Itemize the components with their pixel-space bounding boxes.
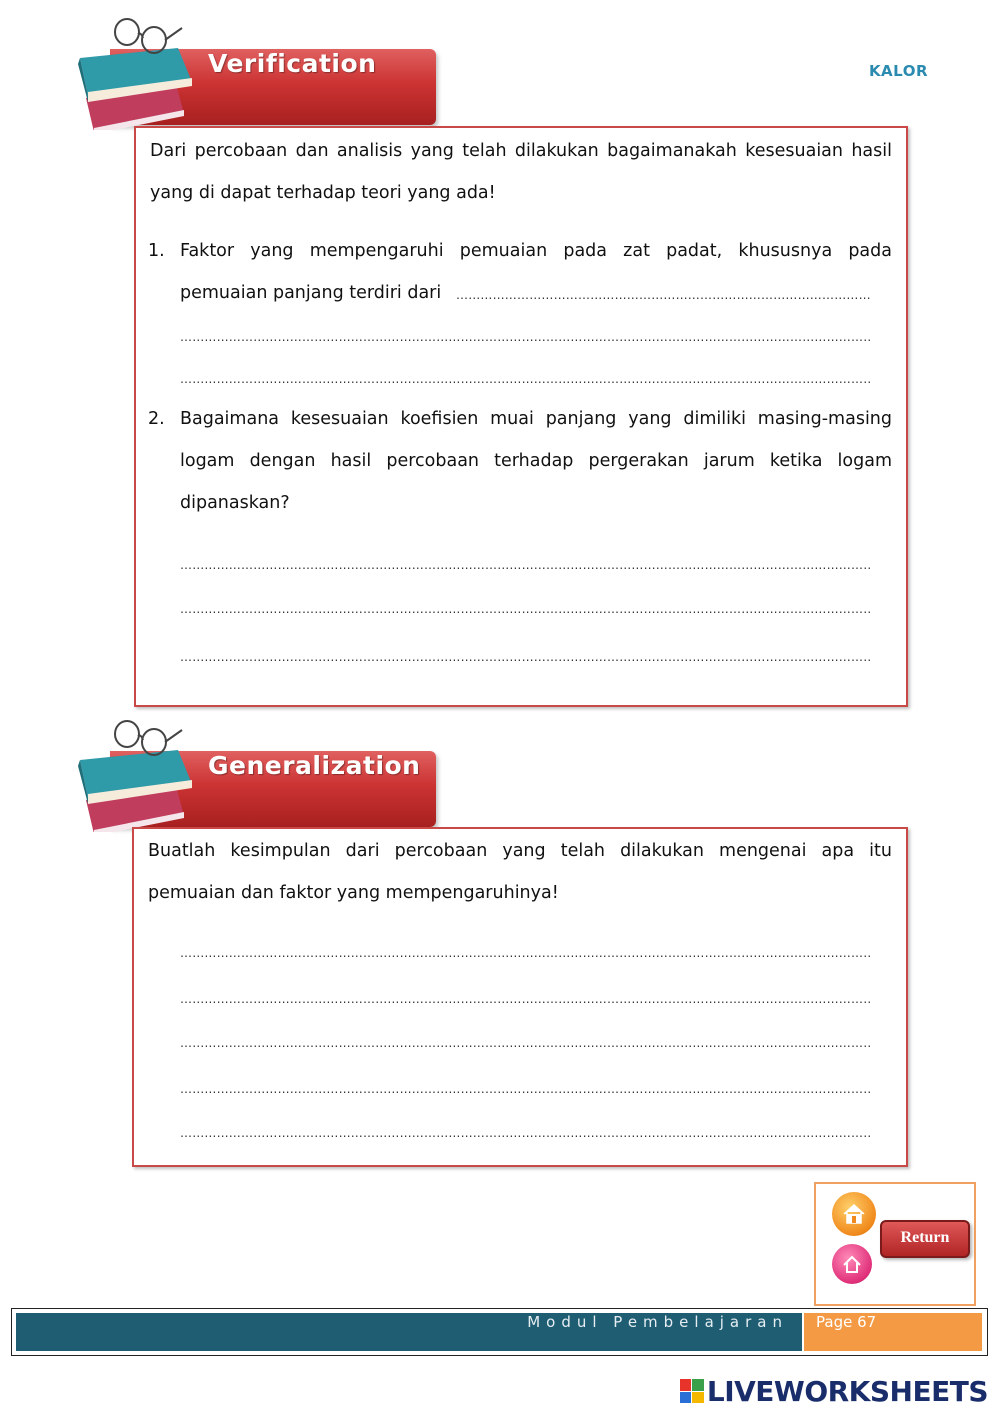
answer-1-blank-c[interactable] <box>180 372 870 392</box>
generalization-intro-line1: Buatlah kesimpulan dari percobaan yang telah dilakukan mengenai apa itu <box>148 841 892 861</box>
answer-1-blank-a[interactable] <box>456 288 870 308</box>
home-icon[interactable] <box>832 1192 876 1236</box>
books-glasses-icon <box>72 10 202 130</box>
answer-2-blank-b[interactable] <box>180 602 870 622</box>
conclusion-blank-b[interactable] <box>180 992 870 1012</box>
footer-module-label: Modul Pembelajaran <box>527 1313 788 1331</box>
page-footer <box>11 1308 988 1356</box>
question-1-number: 1. <box>148 241 165 261</box>
page-number: Page 67 <box>816 1313 877 1331</box>
generalization-title: Generalization <box>208 751 421 780</box>
answer-1-blank-b[interactable] <box>180 330 870 350</box>
conclusion-blank-d[interactable] <box>180 1082 870 1102</box>
liveworksheets-brand <box>680 1374 988 1408</box>
verification-intro-line1: Dari percobaan dan analisis yang telah dilakukan bagaimanakah kesesuaian hasil <box>150 141 892 161</box>
conclusion-blank-a[interactable] <box>180 946 870 966</box>
answer-2-blank-c[interactable] <box>180 650 870 670</box>
conclusion-blank-e[interactable] <box>180 1126 870 1146</box>
footer-page-bar <box>804 1313 982 1351</box>
home-pin-icon[interactable] <box>832 1244 872 1284</box>
question-1-line1: Faktor yang mempengaruhi pemuaian pada zat padat, khususnya pada <box>180 241 892 261</box>
generalization-intro-line2: pemuaian dan faktor yang mempengaruhinya! <box>148 883 559 903</box>
question-2-line2: logam dengan hasil percobaan terhadap pergerakan jarum ketika logam <box>180 451 892 471</box>
footer-module-bar <box>16 1313 802 1351</box>
chapter-label: KALOR <box>868 62 928 80</box>
verification-title: Verification <box>208 49 377 78</box>
answer-2-blank-a[interactable] <box>180 558 870 578</box>
return-button[interactable]: Return <box>880 1220 970 1258</box>
liveworksheets-wordmark: LIVEWORKSHEETS <box>706 1374 988 1408</box>
question-2-line3: dipanaskan? <box>180 493 290 513</box>
verification-intro-line2: yang di dapat terhadap teori yang ada! <box>150 183 496 203</box>
question-2-number: 2. <box>148 409 165 429</box>
conclusion-blank-c[interactable] <box>180 1036 870 1056</box>
books-glasses-icon <box>72 712 202 832</box>
question-2-line1: Bagaimana kesesuaian koefisien muai panjang yang dimiliki masing-masing <box>180 409 892 429</box>
return-panel <box>814 1182 976 1306</box>
liveworksheets-logo-icon <box>680 1379 704 1403</box>
question-1-line2: pemuaian panjang terdiri dari <box>180 283 442 303</box>
